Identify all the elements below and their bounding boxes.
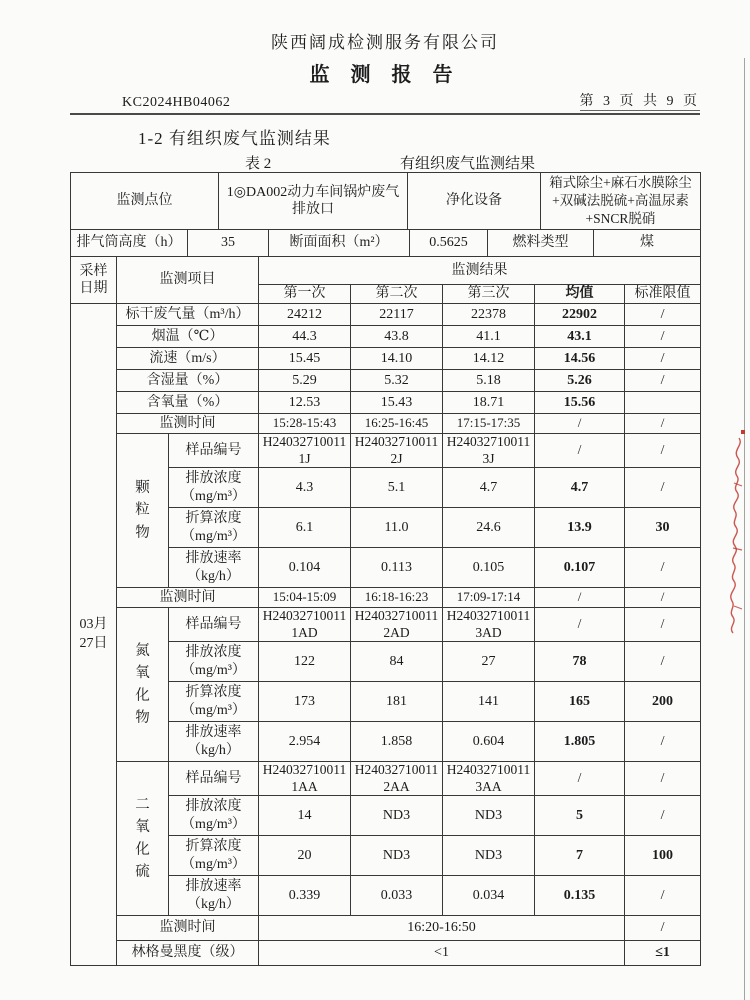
mean-cell: 15.56: [535, 392, 625, 414]
mean-cell: 78: [535, 642, 625, 682]
mean-cell: 165: [535, 682, 625, 722]
table-row: [71, 304, 701, 326]
mean-cell: 13.9: [535, 508, 625, 548]
mean-cell: 43.1: [535, 326, 625, 348]
mean-cell: /: [535, 414, 625, 434]
limit-cell: /: [625, 916, 701, 941]
value-cell: 6.1: [259, 508, 351, 548]
value-cell: 16:25-16:45: [351, 414, 443, 434]
value-cell: H240327100111AD: [259, 608, 351, 642]
col-header-run3: 第三次: [443, 285, 535, 304]
value-cell: 18.71: [443, 392, 535, 414]
value-cell: H240327100113AD: [443, 608, 535, 642]
col-header-run1: 第一次: [259, 285, 351, 304]
report-number: KC2024HB04062: [122, 95, 231, 110]
sample-date-cell: 03月 27日: [71, 304, 117, 966]
row-label: 排放速率 （kg/h）: [169, 722, 259, 762]
row-label: 烟温（℃）: [117, 326, 259, 348]
monitoring-info-table: [70, 172, 701, 230]
section-title: 1-2 有组织废气监测结果: [138, 129, 331, 148]
value-cell: 24.6: [443, 508, 535, 548]
row-label: 监测时间: [117, 588, 259, 608]
mean-cell: 5.26: [535, 370, 625, 392]
pollutant-group-cell: 二 氧 化 硫: [117, 762, 169, 916]
value-cell: 16:20-16:50: [259, 916, 625, 941]
value-cell: 14.10: [351, 348, 443, 370]
value-cell: 0.034: [443, 876, 535, 916]
col-header-run2: 第二次: [351, 285, 443, 304]
limit-cell: /: [625, 876, 701, 916]
value-cell: 4.3: [259, 468, 351, 508]
results-table: [70, 256, 701, 966]
value-cell: 22378: [443, 304, 535, 326]
row-label: 林格曼黑度（级）: [117, 941, 259, 966]
limit-cell: /: [625, 796, 701, 836]
pollutant-group-cell: 氮 氧 化 物: [117, 608, 169, 762]
mean-cell: 0.107: [535, 548, 625, 588]
limit-cell: /: [625, 588, 701, 608]
device-value: 箱式除尘+麻石水膜除尘+双碱法脱硫+高温尿素+SNCR脱硝: [541, 173, 701, 230]
row-label: 样品编号: [169, 608, 259, 642]
mean-cell: /: [535, 588, 625, 608]
table-row: [71, 608, 701, 642]
value-cell: <1: [259, 941, 625, 966]
limit-cell: /: [625, 370, 701, 392]
company-name: 陕西阔成检测服务有限公司: [271, 33, 499, 52]
row-label: 标干废气量（m³/h）: [117, 304, 259, 326]
mean-cell: 7: [535, 836, 625, 876]
limit-cell: /: [625, 348, 701, 370]
table-caption: 有组织废气监测结果: [400, 156, 536, 172]
value-cell: ND3: [351, 796, 443, 836]
mean-cell: 0.135: [535, 876, 625, 916]
red-handwriting-annotation: [729, 428, 749, 638]
mean-cell: 1.805: [535, 722, 625, 762]
table-row: [71, 230, 701, 257]
value-cell: 5.1: [351, 468, 443, 508]
table-row: [71, 392, 701, 414]
limit-cell: /: [625, 608, 701, 642]
row-label: 折算浓度 （mg/m³）: [169, 836, 259, 876]
value-cell: 24212: [259, 304, 351, 326]
section-area-value: 0.5625: [410, 230, 488, 257]
row-label: 排放浓度 （mg/m³）: [169, 468, 259, 508]
value-cell: 43.8: [351, 326, 443, 348]
limit-cell: 100: [625, 836, 701, 876]
stack-info-table: [70, 229, 701, 257]
row-label: 含湿量（%）: [117, 370, 259, 392]
value-cell: 17:09-17:14: [443, 588, 535, 608]
col-header-item: 监测项目: [117, 257, 259, 304]
row-label: 监测时间: [117, 916, 259, 941]
value-cell: 22117: [351, 304, 443, 326]
row-label: 折算浓度 （mg/m³）: [169, 508, 259, 548]
fuel-type-value: 煤: [594, 230, 701, 257]
col-header-limit: 标准限值: [625, 285, 701, 304]
table-row: [71, 434, 701, 468]
row-label: 监测时间: [117, 414, 259, 434]
mean-cell: /: [535, 608, 625, 642]
value-cell: 1.858: [351, 722, 443, 762]
value-cell: 181: [351, 682, 443, 722]
value-cell: 84: [351, 642, 443, 682]
row-label: 排放速率 （kg/h）: [169, 876, 259, 916]
table-row: [71, 370, 701, 392]
row-label: 流速（m/s）: [117, 348, 259, 370]
section-area-label: 断面面积（m²）: [269, 230, 410, 257]
value-cell: 17:15-17:35: [443, 414, 535, 434]
table-row: [71, 173, 701, 230]
row-label: 排放浓度 （mg/m³）: [169, 796, 259, 836]
limit-cell: /: [625, 434, 701, 468]
table-row: [71, 588, 701, 608]
value-cell: H240327100112J: [351, 434, 443, 468]
value-cell: 20: [259, 836, 351, 876]
value-cell: 0.604: [443, 722, 535, 762]
limit-cell: /: [625, 304, 701, 326]
table-row: [71, 762, 701, 796]
value-cell: 4.7: [443, 468, 535, 508]
value-cell: H240327100112AA: [351, 762, 443, 796]
fuel-type-label: 燃料类型: [488, 230, 594, 257]
col-header-mean: 均值: [535, 285, 625, 304]
stack-height-value: 35: [188, 230, 269, 257]
limit-cell: /: [625, 722, 701, 762]
value-cell: H240327100111J: [259, 434, 351, 468]
row-label: 排放速率 （kg/h）: [169, 548, 259, 588]
limit-cell: [625, 392, 701, 414]
limit-cell: ≤1: [625, 941, 701, 966]
value-cell: 15:28-15:43: [259, 414, 351, 434]
value-cell: 141: [443, 682, 535, 722]
value-cell: 15.45: [259, 348, 351, 370]
limit-cell: /: [625, 326, 701, 348]
row-label: 含氧量（%）: [117, 392, 259, 414]
value-cell: 5.32: [351, 370, 443, 392]
value-cell: ND3: [443, 836, 535, 876]
value-cell: ND3: [351, 836, 443, 876]
row-label: 排放浓度 （mg/m³）: [169, 642, 259, 682]
value-cell: 173: [259, 682, 351, 722]
limit-cell: 30: [625, 508, 701, 548]
value-cell: 0.104: [259, 548, 351, 588]
value-cell: 27: [443, 642, 535, 682]
limit-cell: /: [625, 414, 701, 434]
pollutant-group-cell: 颗 粒 物: [117, 434, 169, 588]
value-cell: ND3: [443, 796, 535, 836]
value-cell: 16:18-16:23: [351, 588, 443, 608]
point-value: 1◎DA002动力车间锅炉废气排放口: [219, 173, 408, 230]
report-page: [70, 28, 700, 966]
value-cell: 11.0: [351, 508, 443, 548]
table-row: [71, 941, 701, 966]
value-cell: 0.033: [351, 876, 443, 916]
stack-height-label: 排气筒高度（h）: [71, 230, 188, 257]
report-title: 监 测 报 告: [309, 64, 461, 86]
value-cell: 44.3: [259, 326, 351, 348]
results-header-row: [71, 257, 701, 285]
report-header-row: [70, 90, 700, 115]
value-cell: 2.954: [259, 722, 351, 762]
mean-cell: /: [535, 434, 625, 468]
col-header-results: 监测结果: [259, 257, 701, 285]
value-cell: 122: [259, 642, 351, 682]
value-cell: H240327100112AD: [351, 608, 443, 642]
value-cell: 12.53: [259, 392, 351, 414]
value-cell: 15:04-15:09: [259, 588, 351, 608]
table-row: [71, 916, 701, 941]
col-header-sample-date: 采样日期: [71, 257, 117, 304]
value-cell: 15.43: [351, 392, 443, 414]
mean-cell: 14.56: [535, 348, 625, 370]
value-cell: 0.113: [351, 548, 443, 588]
limit-cell: /: [625, 548, 701, 588]
limit-cell: /: [625, 642, 701, 682]
mean-cell: 22902: [535, 304, 625, 326]
value-cell: 5.18: [443, 370, 535, 392]
row-label: 样品编号: [169, 762, 259, 796]
limit-cell: /: [625, 468, 701, 508]
device-label: 净化设备: [408, 173, 541, 230]
value-cell: 14.12: [443, 348, 535, 370]
limit-cell: 200: [625, 682, 701, 722]
row-label: 折算浓度 （mg/m³）: [169, 682, 259, 722]
value-cell: 0.105: [443, 548, 535, 588]
table-row: [71, 414, 701, 434]
value-cell: 14: [259, 796, 351, 836]
mean-cell: 4.7: [535, 468, 625, 508]
value-cell: 0.339: [259, 876, 351, 916]
table-row: [71, 326, 701, 348]
value-cell: H240327100113AA: [443, 762, 535, 796]
mean-cell: 5: [535, 796, 625, 836]
point-label: 监测点位: [71, 173, 219, 230]
page-indicator: 第 3 页 共 9 页: [580, 90, 701, 111]
table-row: [71, 348, 701, 370]
limit-cell: /: [625, 762, 701, 796]
row-label: 样品编号: [169, 434, 259, 468]
table-caption-row: [70, 152, 700, 172]
value-cell: H240327100111AA: [259, 762, 351, 796]
value-cell: 5.29: [259, 370, 351, 392]
table-label: 表 2: [245, 156, 272, 172]
value-cell: H240327100113J: [443, 434, 535, 468]
mean-cell: /: [535, 762, 625, 796]
value-cell: 41.1: [443, 326, 535, 348]
